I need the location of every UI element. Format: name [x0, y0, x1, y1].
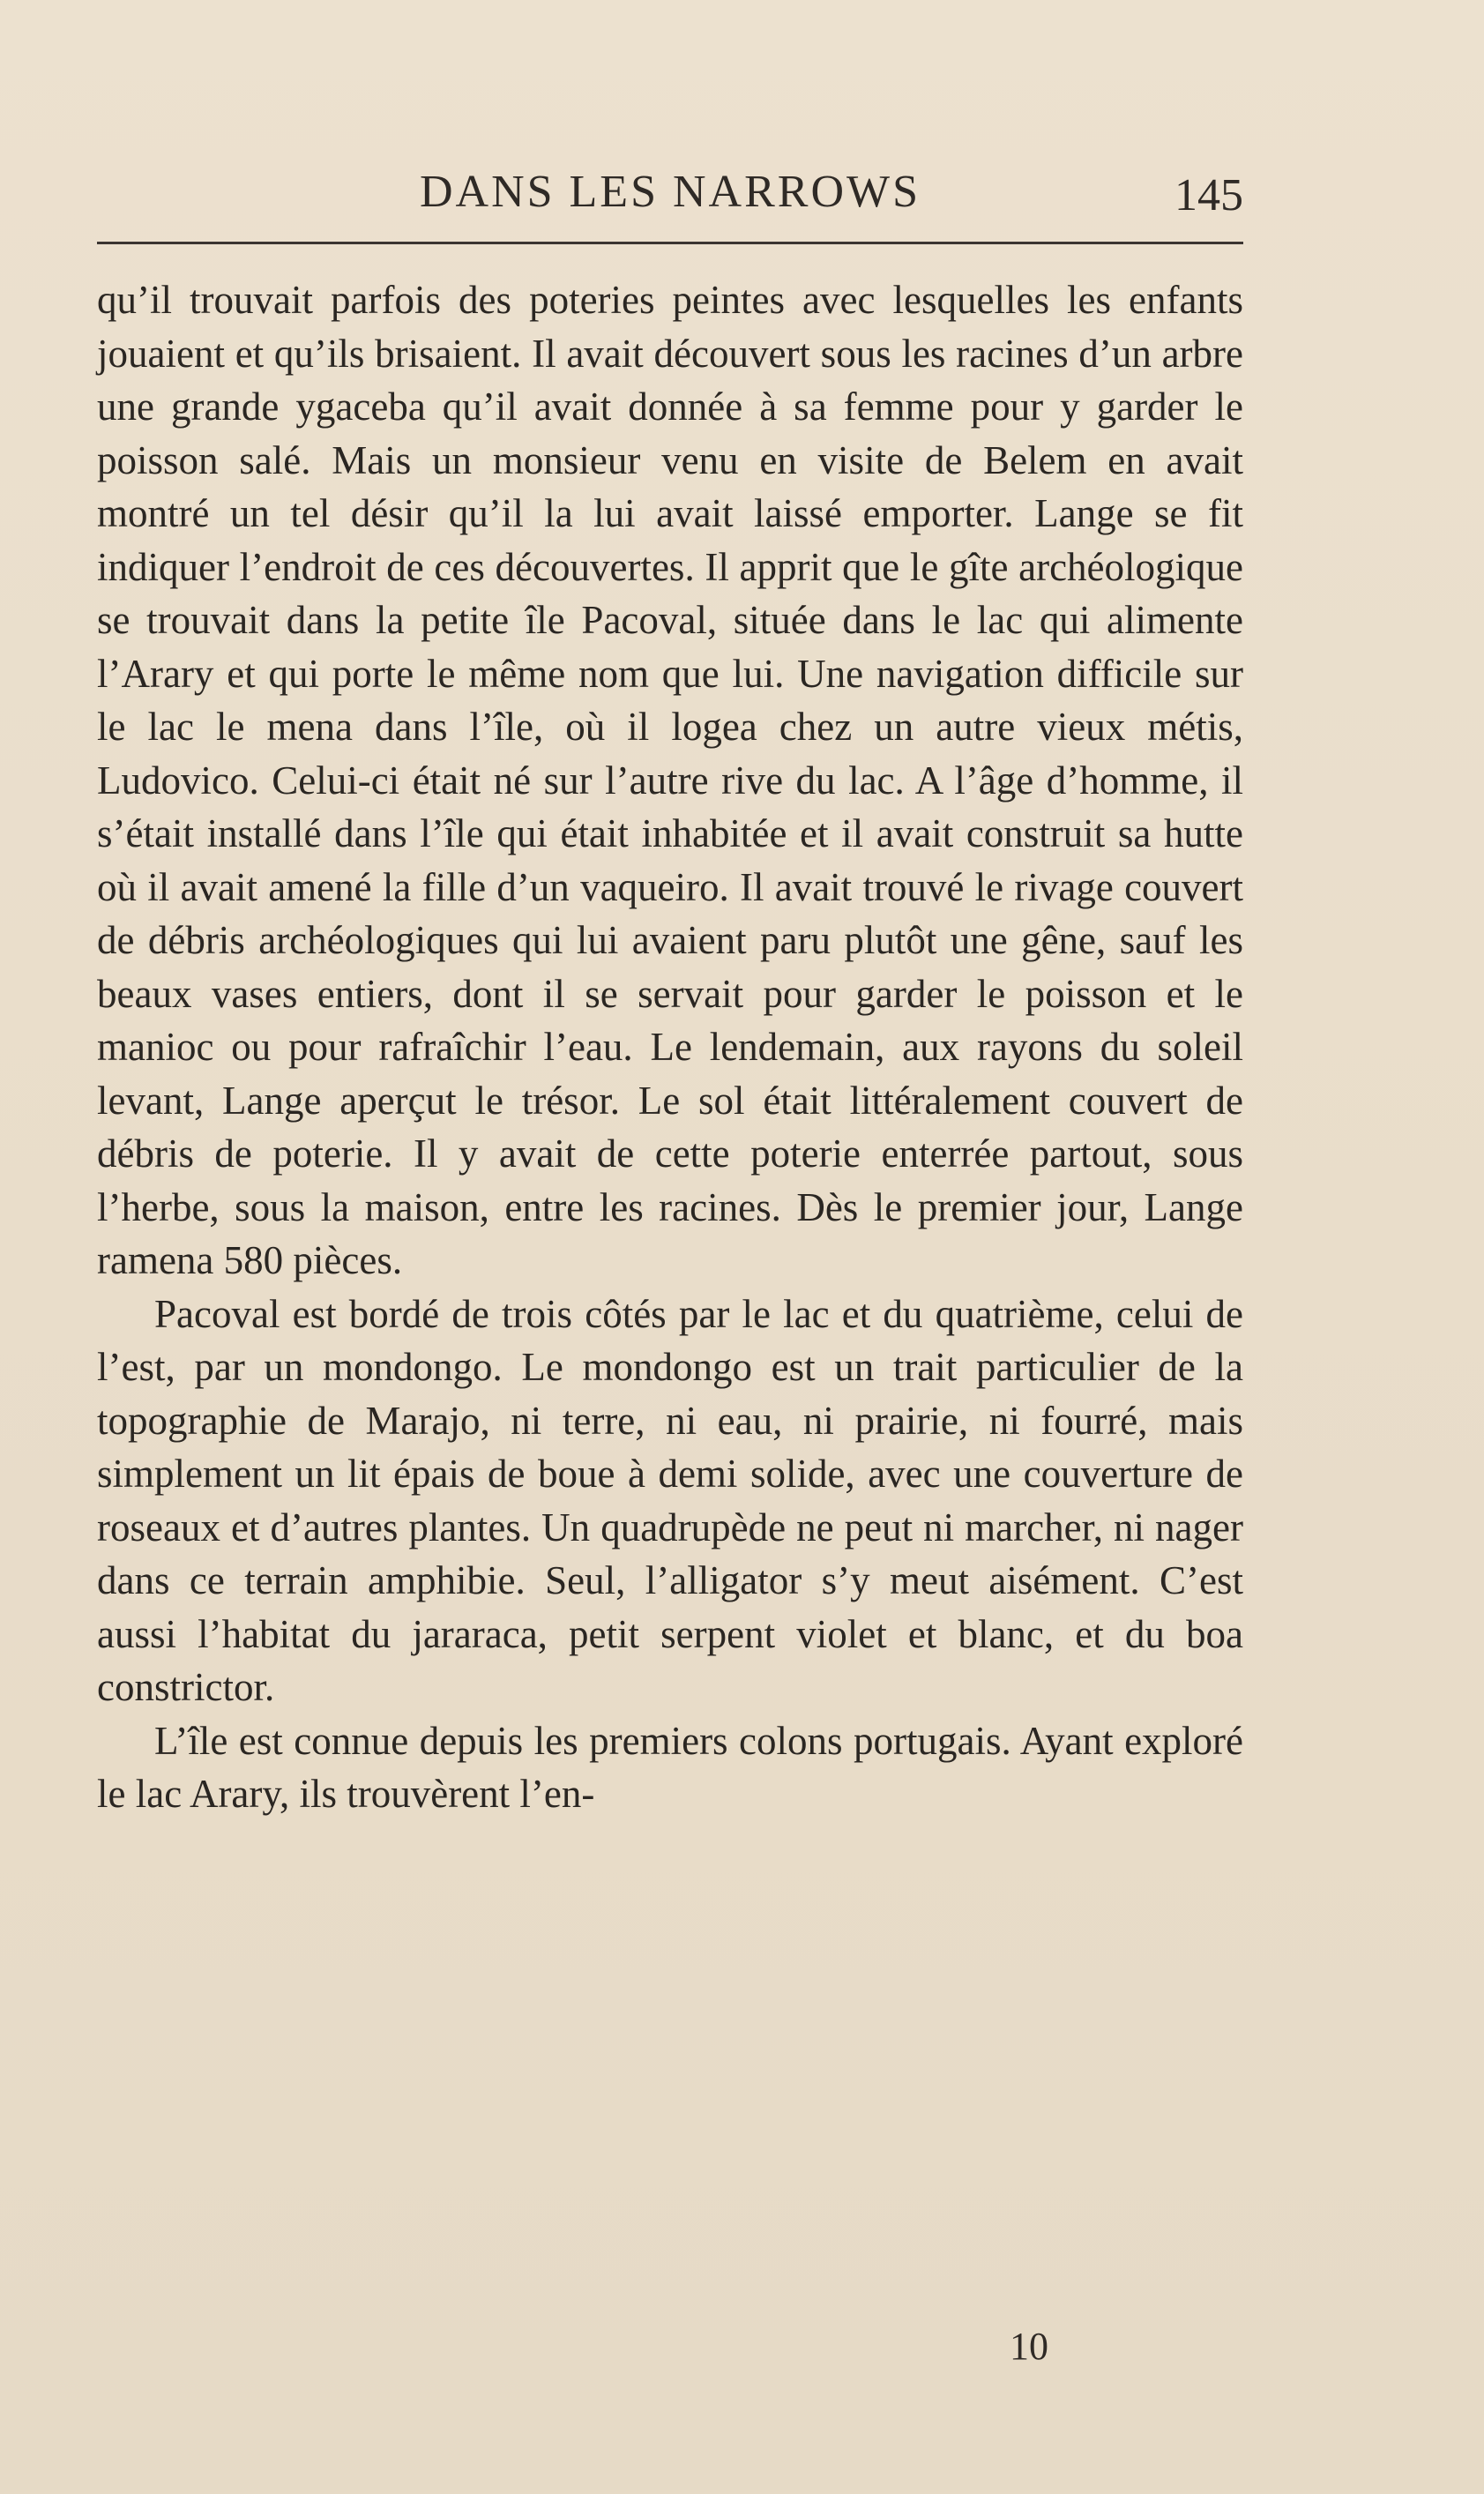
paragraph: qu’il trouvait parfois des poteries peintes avec lesquelles les enfants jouaient et qu’ils brisaient. Il avait découvert sous les racines d’un arbre une grande ygaceba qu’il avait donnée à sa femme pour y garder le poisson salé. Mais un monsieur venu en visite de Belem en avait montré un tel désir qu’il la lui avait laissé emporter. Lange se fit indiquer l’endroit de ces découvertes. Il apprit que le gîte archéologique se trouvait dans la petite île Pacoval, située dans le lac qui alimente l’Arary et qui porte le même nom que lui. Une navigation difficile sur le lac le mena dans l’île, où il logea chez un autre vieux métis, Ludovico. Celui-ci était né sur l’autre rive du lac. A l’âge d’homme, il s’était installé dans l’île qui était inhabitée et il avait construit sa hutte où il avait amené la fille d’un vaqueiro. Il avait trouvé le rivage couvert de débris archéologiques qui lui avaient paru plutôt une gêne, sauf les beaux vases entiers, dont il se servait pour garder le poisson et le manioc ou pour rafraîchir l’eau. Le lendemain, aux rayons du soleil levant, Lange aperçut le trésor. Le sol était littéralement couvert de débris de poterie. Il y avait de cette poterie enterrée partout, sous l’herbe, sous la maison, entre les racines. Dès le premier jour, Lange ramena 580 pièces. — [97, 278, 1243, 1282]
body-text — [97, 273, 1243, 1821]
page-number: 145 — [1175, 170, 1243, 220]
paragraph: L’île est connue depuis les premiers colons portugais. Ayant exploré le lac Arary, ils trouvèrent l’en- — [97, 1718, 1243, 1816]
header-rule — [97, 242, 1243, 244]
running-title: DANS LES NARROWS — [419, 167, 921, 217]
page-header — [97, 159, 1243, 229]
signature-mark: 10 — [1010, 2325, 1048, 2368]
paragraph: Pacoval est bordé de trois côtés par le lac et du quatrième, celui de l’est, par un mondongo. Le mondongo est un trait particulier de la topographie de Marajo, ni terre, ni eau, ni prairie, ni fourré, mais simplement un lit épais de boue à demi solide, avec une couverture de roseaux et d’autres plantes. Un quadrupède ne peut ni marcher, ni nager dans ce terrain amphibie. Seul, l’alligator s’y meut aisément. C’est aussi l’habitat du jararaca, petit serpent violet et blanc, et du boa constrictor. — [97, 1291, 1243, 1709]
